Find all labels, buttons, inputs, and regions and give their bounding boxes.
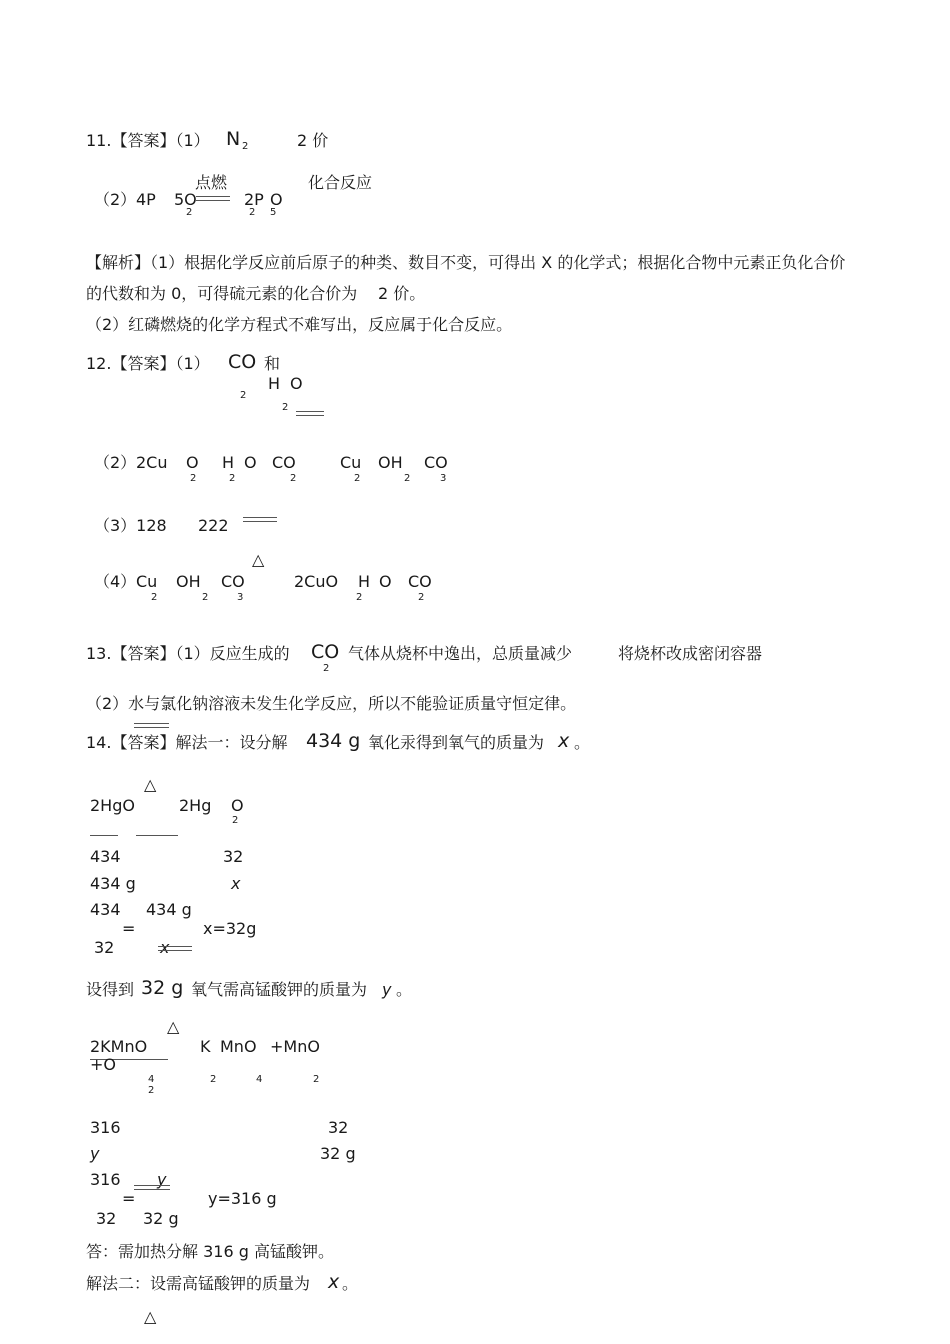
q12-co2-sub: 2 — [240, 390, 247, 401]
q14-ratio-b2: x — [231, 874, 241, 893]
q14-frac-eq-sign: = — [122, 919, 136, 938]
q11-eq-right-o: O — [270, 190, 283, 209]
q13-text1b: 将烧杯改成密闭容器 — [618, 644, 763, 663]
q14-eq2-condition: △ — [167, 1017, 180, 1036]
q14-result2: y=316 g — [208, 1189, 277, 1208]
q12-p2-co3-sub: 3 — [440, 473, 447, 484]
q12-p2-cu2-sub: 2 — [354, 473, 361, 484]
q14-eq2-mno4-sub: 4 — [256, 1074, 263, 1085]
q14-set2-mass: 32 g — [141, 977, 184, 999]
q14-last-condition: △ — [144, 1307, 157, 1326]
q14-set2-a: 设得到 — [86, 980, 135, 999]
q13-co2: CO — [311, 641, 340, 663]
q12-p4-condition: △ — [252, 550, 265, 569]
q14-frac-a-top: 434 — [90, 900, 121, 919]
q12-p4-oh-sub: 2 — [202, 592, 209, 603]
q14-eq2-o2: +O — [90, 1055, 116, 1074]
q12-p2-oh-sub: 2 — [404, 473, 411, 484]
q11-analysis-line1: 【解析】（1）根据化学反应前后原子的种类、数目不变，可得出 X 的化学式；根据化合物中元素正负化合价 — [86, 253, 846, 272]
q11-reaction-type: 化合反应 — [308, 173, 373, 192]
q12-h-sub: 2 — [282, 402, 289, 413]
q14-ratio-a2: 434 g — [90, 874, 136, 893]
q12-p2-h-sub: 2 — [229, 473, 236, 484]
q14-ratio-a1: 434 — [90, 847, 121, 866]
q14-method2-x: x — [328, 1271, 340, 1293]
q11-analysis-line2: 的代数和为 0，可得硫元素的化合价为 — [86, 284, 358, 303]
q11-eq-arrow — [196, 196, 230, 201]
q11-eq-o2: 5O — [174, 190, 197, 209]
q14-eq1-right: 2Hg — [179, 796, 212, 815]
q14-method2-period: 。 — [342, 1274, 359, 1293]
q14-eq1-left: 2HgO — [90, 796, 135, 815]
q13-mark — [134, 723, 169, 728]
q14-eq2-mno2-sub: 2 — [313, 1074, 320, 1085]
q12-p4-cu-sub: 2 — [151, 592, 158, 603]
q14-var-x: x — [558, 730, 570, 752]
q14-eq1-rule-b — [136, 835, 178, 836]
q14-answer: 答：需加热分解 316 g 高锰酸钾。 — [86, 1242, 334, 1261]
q14-eq1-o-sub: 2 — [232, 815, 239, 826]
q11-p2-label: （2） — [94, 190, 137, 209]
q11-n2: N — [226, 128, 241, 150]
q14-frac2-eq-sign: = — [122, 1189, 136, 1208]
q14-frac-b-top: 434 g — [146, 900, 192, 919]
q14-eq2-o2-sub: 2 — [148, 1085, 155, 1096]
q11-analysis-value: 2 价。 — [378, 284, 426, 303]
q12-and: 和 — [264, 354, 281, 373]
q11-eq-right-sub1: 2 — [249, 207, 256, 218]
q14-eq2-k: K — [200, 1037, 211, 1056]
q14-header-a: 14.【答案】解法一：设分解 — [86, 733, 288, 752]
q12-p3: （3）128 — [94, 516, 167, 535]
q11-analysis-line3: （2）红磷燃烧的化学方程式不难写出，反应属于化合反应。 — [86, 315, 513, 334]
q11-valence: 2 价 — [297, 131, 329, 150]
q14-frac-b-bot: x — [160, 938, 170, 957]
q11-eq-o2-sub: 2 — [186, 207, 193, 218]
q14-method2: 解法二：设需高锰酸钾的质量为 — [86, 1274, 311, 1293]
q14-frac2-a-top: 316 — [90, 1170, 121, 1189]
q14-frac2-b-top: y — [157, 1170, 167, 1189]
q14-ratio-b1: 32 — [223, 847, 244, 866]
q11-n2-sub: 2 — [242, 141, 249, 152]
q14-set2-b: 氧气需高锰酸钾的质量为 — [191, 980, 368, 999]
q14-ratio-a3: 316 — [90, 1118, 121, 1137]
q12-header: 12.【答案】（1） — [86, 354, 210, 373]
q12-p2-oh: OH — [378, 453, 403, 472]
q12-p4-co2: CO — [408, 572, 432, 591]
q14-eq1-rule-a — [90, 835, 118, 836]
q11-eq-right-p: 2P — [244, 190, 264, 209]
q12-p2-cu: 2Cu — [136, 453, 168, 472]
q12-p4-label: （4） — [94, 572, 137, 591]
q13-co2-sub: 2 — [323, 663, 330, 674]
q12-p2-co2-sub: 2 — [290, 473, 297, 484]
q14-var-y: y — [382, 980, 392, 999]
q14-header-b: 氧化汞得到氧气的质量为 — [368, 733, 545, 752]
q12-p2-cu2: Cu — [340, 453, 362, 472]
q11-header: 11.【答案】（1） — [86, 131, 210, 150]
q12-p4-cu: Cu — [136, 572, 158, 591]
q14-eq2-left-sub: 4 — [148, 1074, 155, 1085]
q12-p2-o2-sub: 2 — [190, 473, 197, 484]
q14-eq2-mno4: MnO — [220, 1037, 257, 1056]
q14-eq2-k-sub: 2 — [210, 1074, 217, 1085]
q12-p2-ho: O — [244, 453, 257, 472]
q14-eq1-condition: △ — [144, 775, 157, 794]
q12-h: H — [268, 374, 281, 393]
q12-co2: CO — [228, 351, 257, 373]
q12-p1-mark — [296, 411, 324, 416]
q14-frac-rule — [158, 946, 192, 951]
q12-p2-o2: O — [186, 453, 199, 472]
q12-p2-h: H — [222, 453, 235, 472]
q11-eq-left: 4P — [136, 190, 156, 209]
q12-p4-h: H — [358, 572, 371, 591]
q12-o: O — [290, 374, 303, 393]
q12-p3-b: 222 — [198, 516, 229, 535]
q14-mass: 434 g — [306, 730, 361, 752]
q12-p2-label: （2） — [94, 453, 137, 472]
q12-p4-cuo: 2CuO — [294, 572, 339, 591]
q13-text2: （2）水与氯化钠溶液未发生化学反应，所以不能验证质量守恒定律。 — [86, 694, 577, 713]
q14-frac2-rule — [134, 1185, 170, 1190]
q12-p4-co3: CO — [221, 572, 245, 591]
q12-p4-co2-sub: 2 — [418, 592, 425, 603]
q14-eq2-left: 2KMnO — [90, 1037, 148, 1056]
q14-set2-period: 。 — [396, 980, 413, 999]
q14-eq2-mno2: +MnO — [270, 1037, 320, 1056]
q14-period: 。 — [574, 733, 591, 752]
q13-text1: 气体从烧杯中逸出，总质量减少 — [348, 644, 573, 663]
q12-p2-co2: CO — [272, 453, 296, 472]
q13-header: 13.【答案】（1）反应生成的 — [86, 644, 290, 663]
q12-p4-oh: OH — [176, 572, 201, 591]
q12-p4-o: O — [379, 572, 392, 591]
q12-p4-h-sub: 2 — [356, 592, 363, 603]
q14-result1: x=32g — [203, 919, 257, 938]
q11-eq-condition: 点燃 — [195, 173, 228, 192]
q14-frac2-b-bot: 32 g — [143, 1209, 179, 1228]
q14-ratio-b4: 32 g — [320, 1144, 356, 1163]
q14-eq1-o: O — [231, 796, 244, 815]
q14-ratio-a4: y — [90, 1144, 100, 1163]
q14-ratio-b3: 32 — [328, 1118, 349, 1137]
q14-frac2-a-bot: 32 — [96, 1209, 117, 1228]
q12-p3-mark — [243, 517, 277, 522]
q11-eq-right-sub2: 5 — [270, 207, 277, 218]
q12-p4-co3-sub: 3 — [237, 592, 244, 603]
q14-frac-a-bot: 32 — [94, 938, 115, 957]
q12-p2-co3: CO — [424, 453, 448, 472]
